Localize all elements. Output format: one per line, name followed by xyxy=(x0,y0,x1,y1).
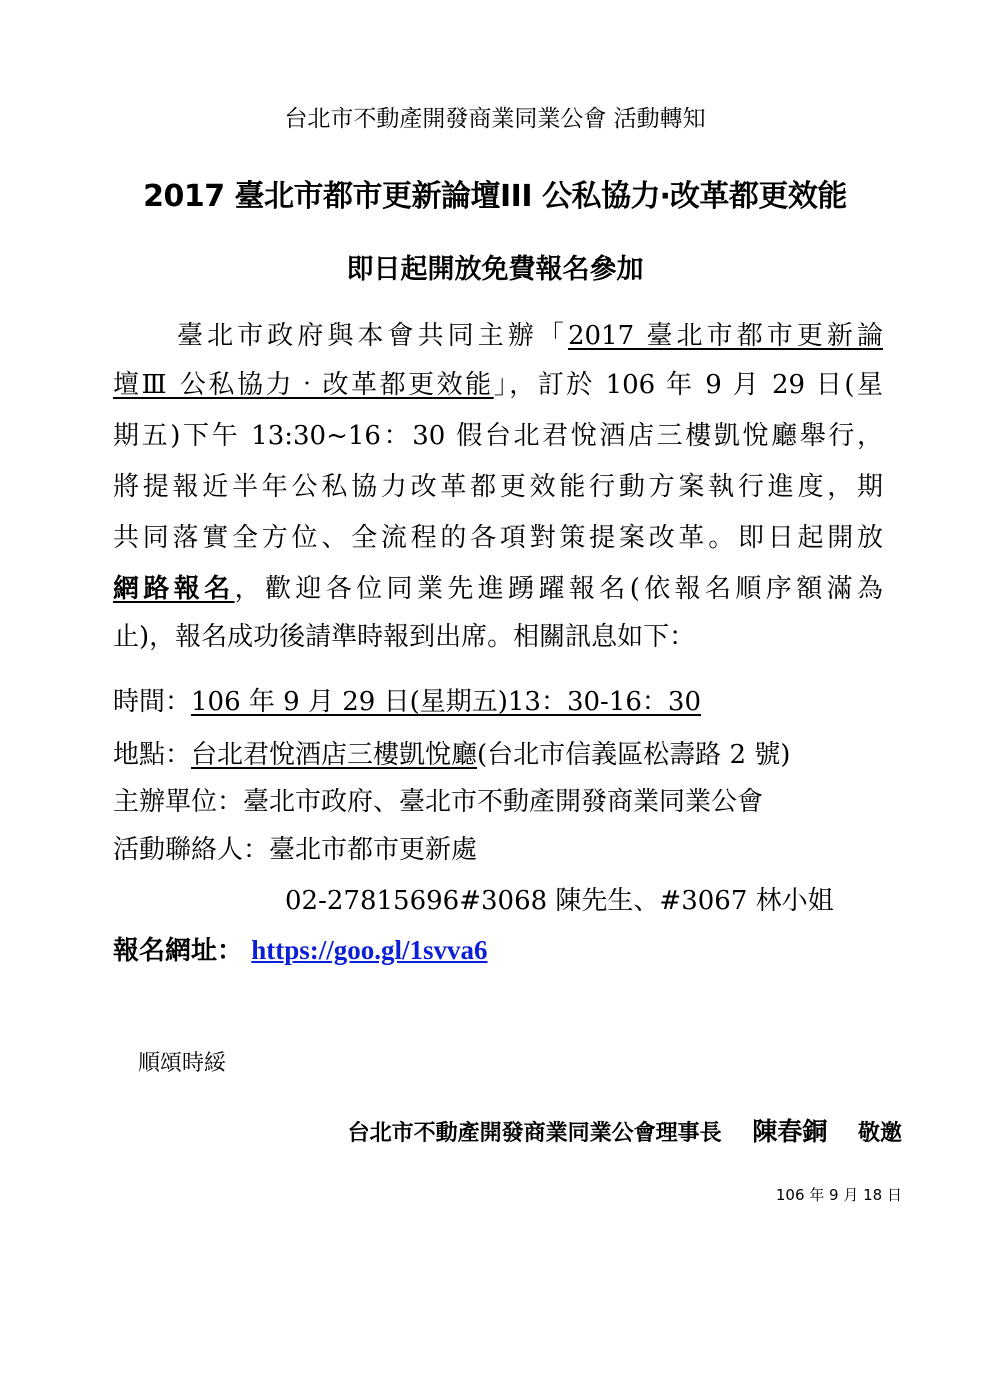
contact-phone: 02-27815696#3068 陳先生、#3067 林小姐 xyxy=(285,886,834,916)
forum-title: 2017 臺北市都市更新論壇III 公私協力‧改革都更效能 xyxy=(143,179,847,214)
org-notice-header: 台北市不動產開發商業同業公會 活動轉知 xyxy=(284,106,706,132)
registration-url-row xyxy=(113,932,488,969)
closing-salutation: 順頌時綏 xyxy=(138,1051,227,1076)
contact-value: 臺北市都市更新處 xyxy=(269,835,478,865)
signature-suffix: 敬邀 xyxy=(857,1121,902,1146)
place-label: 地點： xyxy=(113,740,192,770)
organizer-label: 主辦單位： xyxy=(113,787,244,817)
place-value: 台北君悅酒店三樓凱悅廳 xyxy=(191,740,478,770)
organizer-row xyxy=(113,784,763,820)
online-registration-emphasis: 網路報名 xyxy=(113,574,235,604)
forum-name-underlined-cont: 壇Ⅲ 公私協力‧改革都更效能 xyxy=(113,370,494,400)
registration-url-link[interactable]: https://goo.gl/1svva6 xyxy=(251,935,488,965)
contact-row xyxy=(113,832,477,868)
signature-line xyxy=(348,1112,902,1148)
contact-label: 活動聯絡人： xyxy=(113,835,270,865)
body-paragraph-line-3: 期五)下午 13:30~16：30 假台北君悅酒店三樓凱悅廳舉行， xyxy=(113,421,883,451)
body-paragraph-line-4: 將提報近半年公私協力改革都更效能行動方案執行進度，期 xyxy=(113,472,883,502)
time-value: 106 年 9 月 29 日(星期五)13：30-16：30 xyxy=(191,687,701,717)
document-date: 106 年 9 月 18 日 xyxy=(775,1186,902,1204)
forum-name-underlined: 2017 臺北市都市更新論 xyxy=(567,321,883,351)
organizer-value: 臺北市政府、臺北市不動產開發商業同業公會 xyxy=(243,787,764,817)
time-label: 時間： xyxy=(113,687,192,717)
body-text: ，歡迎各位同業先進踴躍報名(依報名順序額滿為 xyxy=(234,574,883,604)
signature-org: 台北市不動產開發商業同業公會理事長 xyxy=(347,1121,722,1146)
place-address: (台北市信義區松壽路 2 號) xyxy=(477,740,791,770)
registration-subtitle: 即日起開放免費報名參加 xyxy=(346,254,644,285)
signature-name: 陳春銅 xyxy=(752,1117,828,1146)
event-time-row xyxy=(113,684,701,720)
body-paragraph-line-2 xyxy=(113,367,883,403)
body-paragraph-line-1 xyxy=(113,318,883,354)
body-paragraph-line-5: 共同落實全方位、全流程的各項對策提案改革。即日起開放 xyxy=(113,523,883,553)
url-label: 報名網址： xyxy=(113,936,244,966)
body-paragraph-line-6 xyxy=(113,571,883,607)
body-text: 臺北市政府與本會共同主辦「 xyxy=(177,321,568,351)
event-place-row xyxy=(113,737,790,773)
body-paragraph-line-7: 止)，報名成功後請準時報到出席。相關訊息如下： xyxy=(113,622,696,652)
body-text: 」，訂於 106 年 9 月 29 日(星 xyxy=(493,370,884,400)
